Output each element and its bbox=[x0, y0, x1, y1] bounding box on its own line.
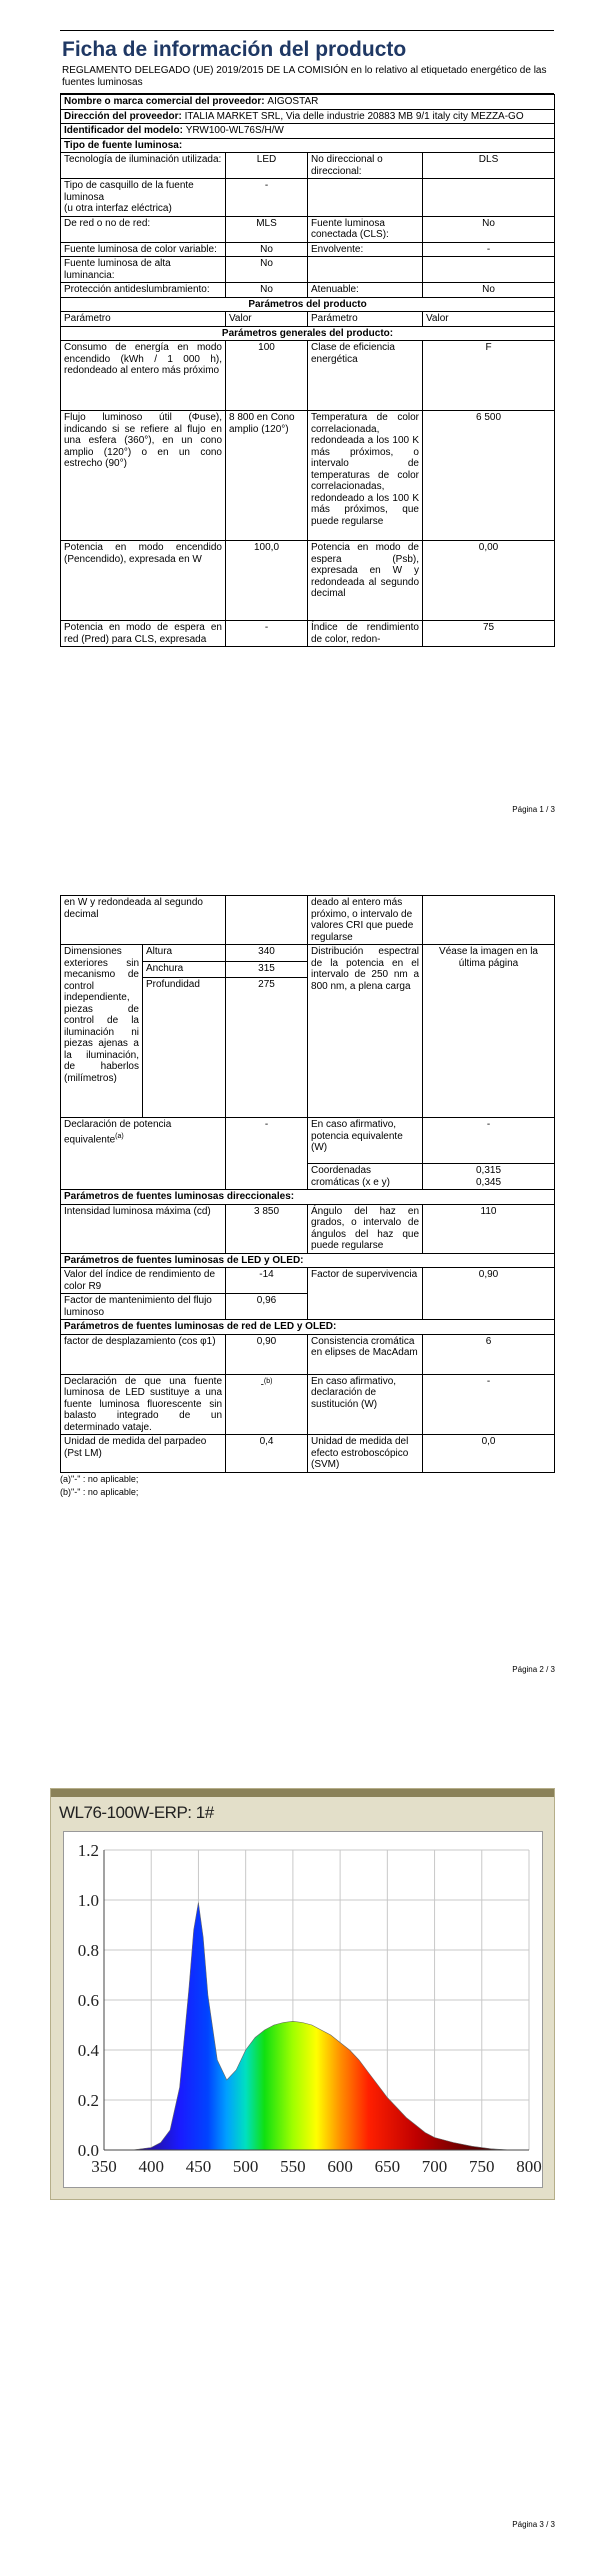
cell-label: Fuente luminosa de color variable: bbox=[61, 242, 226, 257]
cell-label: Envolvente: bbox=[308, 242, 423, 257]
cell-value bbox=[423, 179, 555, 217]
model-row bbox=[61, 124, 555, 139]
strobo-label: Unidad de medida del efecto estroboscópico (SVM) bbox=[308, 1435, 423, 1473]
y-tick-label: 1.2 bbox=[77, 1841, 99, 1860]
table-row bbox=[61, 179, 555, 217]
x-tick-label: 650 bbox=[374, 2157, 401, 2176]
table-row bbox=[61, 1334, 555, 1374]
spectral-label: Distribución espectral de la potencia en el intervalo de 250 nm a 800 nm, a plena carga bbox=[308, 945, 423, 1118]
supplier-name-row bbox=[61, 95, 555, 110]
cell-label: De red o no de red: bbox=[61, 216, 226, 242]
x-tick-label: 750 bbox=[469, 2157, 495, 2176]
equiv-power-value: - bbox=[226, 1118, 308, 1190]
table-row bbox=[61, 283, 555, 298]
footnote-b: (b)"-" : no aplicable; bbox=[60, 1486, 139, 1497]
cell-label: Clase de eficiencia energética bbox=[308, 341, 423, 411]
cell-value: No bbox=[423, 283, 555, 298]
supplier-address-label: Dirección del proveedor: bbox=[64, 110, 182, 122]
replace-yes-value: - bbox=[423, 1374, 555, 1435]
cell-label: Índice de rendimiento de color, redon- bbox=[308, 621, 423, 647]
cell-value: No bbox=[226, 283, 308, 298]
table-row bbox=[61, 1374, 555, 1435]
x-tick-label: 600 bbox=[327, 2157, 353, 2176]
cell-value: DLS bbox=[423, 153, 555, 179]
chroma-y: 0,345 bbox=[476, 1176, 502, 1188]
displacement-value: 0,90 bbox=[226, 1334, 308, 1374]
cell-label: Protección antideslumbramiento: bbox=[61, 283, 226, 298]
equiv-power-label bbox=[61, 1118, 226, 1190]
cell-label bbox=[308, 179, 423, 217]
displacement-label: factor de desplazamiento (cos φ1) bbox=[61, 1334, 226, 1374]
cap-label: Tipo de casquillo de la fuente luminosa bbox=[64, 180, 194, 203]
supplier-address-value: ITALIA MARKET SRL, Via delle industrie 20883 MB 9/1 italy city MEZZA-GO bbox=[184, 110, 524, 122]
table-row bbox=[61, 1268, 555, 1294]
replace-value bbox=[226, 1374, 308, 1435]
col-header-param: Parámetro bbox=[308, 312, 423, 327]
page-2 bbox=[0, 840, 603, 1700]
flicker-label: Unidad de medida del parpadeo (Pst LM) bbox=[61, 1435, 226, 1473]
y-tick-label: 1.0 bbox=[77, 1891, 99, 1910]
column-header-row bbox=[61, 312, 555, 327]
page-number: Página 1 / 3 bbox=[512, 805, 555, 814]
chroma-x: 0,315 bbox=[476, 1165, 502, 1176]
max-intensity-label: Intensidad luminosa máxima (cd) bbox=[61, 1204, 226, 1253]
x-tick-labels bbox=[91, 2157, 542, 2176]
lumen-maint-value: 0,96 bbox=[226, 1294, 308, 1320]
series-area bbox=[132, 1903, 510, 2151]
cell-value: F bbox=[423, 341, 555, 411]
col-header-value: Valor bbox=[423, 312, 555, 327]
source-type-header: Tipo de fuente luminosa: bbox=[61, 138, 555, 153]
col-header-value: Valor bbox=[226, 312, 308, 327]
replace-value-text: - bbox=[260, 1378, 264, 1390]
spectrum-chart bbox=[64, 1832, 542, 2187]
product-params-header: Parámetros del producto bbox=[61, 297, 555, 312]
max-intensity-value: 3 850 bbox=[226, 1204, 308, 1253]
panel-top-strip bbox=[51, 1789, 554, 1797]
r9-value: -14 bbox=[226, 1268, 308, 1294]
x-tick-label: 800 bbox=[516, 2157, 542, 2176]
chroma-value bbox=[423, 1164, 555, 1190]
footnote-marker: (b) bbox=[263, 1377, 273, 1385]
table-row bbox=[61, 1204, 555, 1253]
table-row bbox=[61, 1118, 555, 1164]
table-row bbox=[61, 621, 555, 647]
cell-label: Potencia en modo encendido (Pencendido), expresada en W bbox=[61, 541, 226, 621]
cell-value: LED bbox=[226, 153, 308, 179]
equiv-power-text: Declaración de potencia equivalente bbox=[64, 1119, 172, 1145]
cell-value: No bbox=[423, 216, 555, 242]
strobo-value: 0,0 bbox=[423, 1435, 555, 1473]
general-params-header: Parámetros generales del producto: bbox=[61, 326, 555, 341]
page-3 bbox=[0, 1700, 603, 2560]
directional-header: Parámetros de fuentes luminosas direccionales: bbox=[61, 1190, 555, 1205]
r9-label: Valor del índice de rendimiento de color R9 bbox=[61, 1268, 226, 1294]
cell-value bbox=[226, 896, 308, 945]
cell-label: No direccional o direccional: bbox=[308, 153, 423, 179]
flicker-value: 0,4 bbox=[226, 1435, 308, 1473]
equiv-yes-value: - bbox=[423, 1118, 555, 1164]
chart-plot-frame bbox=[63, 1831, 543, 2188]
y-tick-label: 0.2 bbox=[77, 2091, 99, 2110]
cell-value bbox=[423, 896, 555, 945]
model-label: Identificador del modelo: bbox=[64, 125, 183, 136]
page-1 bbox=[0, 0, 603, 840]
dim-value: 315 bbox=[226, 961, 308, 978]
supplier-name-value: AIGOSTAR bbox=[267, 96, 319, 107]
cell-label: Flujo luminoso útil (Φuse), indicando si se refiere al flujo en una esfera (360°), en un cono amplio (120°) o en un cono estrecho (90°) bbox=[61, 411, 226, 541]
lumen-maint-label: Factor de mantenimiento del flujo luminoso bbox=[61, 1294, 226, 1320]
table-row bbox=[61, 341, 555, 411]
page-number: Página 2 / 3 bbox=[512, 1665, 555, 1674]
dimensions-label: Dimensiones exteriores sin mecanismo de control independiente, piezas de control de la iluminación ni piezas ajenas a la iluminación, de haberlos (milímetros) bbox=[61, 945, 143, 1118]
supplier-address-row bbox=[61, 109, 555, 124]
survival-value: 0,90 bbox=[423, 1268, 555, 1320]
parameters-table-continued bbox=[60, 895, 555, 1473]
x-tick-label: 550 bbox=[280, 2157, 306, 2176]
cell-value: - bbox=[226, 179, 308, 217]
table-row bbox=[61, 242, 555, 257]
cell-label: deado al entero más próximo, o intervalo de valores CRI que puede regularse bbox=[308, 896, 423, 945]
footnote-a: (a)"-" : no aplicable; bbox=[60, 1473, 139, 1484]
cell-value: 0,00 bbox=[423, 541, 555, 621]
cell-value: MLS bbox=[226, 216, 308, 242]
y-tick-label: 0.4 bbox=[77, 2041, 99, 2060]
cell-label: Tecnología de iluminación utilizada: bbox=[61, 153, 226, 179]
x-tick-label: 500 bbox=[232, 2157, 259, 2176]
cap-label-note: (u otra interfaz eléctrica) bbox=[64, 203, 172, 214]
macadam-label: Consistencia cromática en elipses de MacAdam bbox=[308, 1334, 423, 1374]
spectrum-chart-panel bbox=[50, 1788, 555, 2200]
footnote-marker: (a) bbox=[115, 1132, 124, 1140]
supplier-name-label: Nombre o marca comercial del proveedor: bbox=[64, 96, 265, 107]
page-number: Página 3 / 3 bbox=[512, 2520, 555, 2529]
col-header-param: Parámetro bbox=[61, 312, 226, 327]
cell-value: - bbox=[423, 242, 555, 257]
survival-label: Factor de supervivencia bbox=[308, 1268, 423, 1320]
table-row bbox=[61, 541, 555, 621]
macadam-value: 6 bbox=[423, 1334, 555, 1374]
table-row bbox=[61, 257, 555, 283]
cell-value: No bbox=[226, 257, 308, 283]
regulation-text: REGLAMENTO DELEGADO (UE) 2019/2015 DE LA COMISIÓN en lo relativo al etiquetado energético de las fuentes luminosas bbox=[60, 65, 554, 94]
beam-angle-label: Ángulo del haz en grados, o intervalo de ángulos del haz que puede regularse bbox=[308, 1204, 423, 1253]
cell-label: Consumo de energía en modo encendido (kWh / 1 000 h), redondeado al entero más próximo bbox=[61, 341, 226, 411]
table-row bbox=[61, 153, 555, 179]
dim-value: 340 bbox=[226, 945, 308, 962]
x-tick-label: 450 bbox=[185, 2157, 212, 2176]
cell-label: en W y redondeada al segundo decimal bbox=[61, 896, 226, 945]
replace-yes-label: En caso afirmativo, declaración de sustitución (W) bbox=[308, 1374, 423, 1435]
cell-label: Atenuable: bbox=[308, 283, 423, 298]
dim-name: Profundidad bbox=[143, 978, 226, 1118]
cell-label: Fuente luminosa de alta luminancia: bbox=[61, 257, 226, 283]
cell-label: Temperatura de color correlacionada, redondeada a los 100 K más próximos, o intervalo de temperaturas de color correlacionadas, redondeado a los 100 K más próximos, que puede regularse bbox=[308, 411, 423, 541]
product-info-sheet-continued bbox=[60, 895, 554, 1499]
cell-label: Fuente luminosa conectada (CLS): bbox=[308, 216, 423, 242]
mains-header: Parámetros de fuentes luminosas de red de LED y OLED: bbox=[61, 1320, 555, 1335]
product-info-sheet bbox=[60, 30, 554, 647]
cell-label bbox=[308, 257, 423, 283]
led-oled-header: Parámetros de fuentes luminosas de LED y OLED: bbox=[61, 1253, 555, 1268]
table-row bbox=[61, 216, 555, 242]
x-tick-label: 350 bbox=[91, 2157, 117, 2176]
cell-value: 100,0 bbox=[226, 541, 308, 621]
cell-value: 75 bbox=[423, 621, 555, 647]
cell-value: - bbox=[226, 621, 308, 647]
beam-angle-value: 110 bbox=[423, 1204, 555, 1253]
dim-value: 275 bbox=[226, 978, 308, 1118]
cell-value: 100 bbox=[226, 341, 308, 411]
cell-value: 8 800 en Cono amplio (120°) bbox=[226, 411, 308, 541]
table-row bbox=[61, 411, 555, 541]
y-tick-label: 0.8 bbox=[77, 1941, 99, 1960]
spectrum-series-area bbox=[132, 1903, 510, 2151]
identification-table bbox=[60, 94, 555, 647]
page-title: Ficha de información del producto bbox=[60, 30, 554, 65]
table-row bbox=[61, 1435, 555, 1473]
dim-name: Altura bbox=[143, 945, 226, 962]
cell-value bbox=[423, 257, 555, 283]
y-tick-label: 0.6 bbox=[77, 1991, 99, 2010]
table-row bbox=[61, 945, 555, 962]
model-value: YRW100-WL76S/H/W bbox=[185, 125, 284, 136]
replace-label: Declaración de que una fuente luminosa de LED sustituye a una fuente luminosa fluorescente sin balasto integrado de un determinado vataje. bbox=[61, 1374, 226, 1435]
cell-label: Potencia en modo de espera en red (Pred) para CLS, expresada bbox=[61, 621, 226, 647]
x-tick-label: 400 bbox=[138, 2157, 164, 2176]
cell-value: 6 500 bbox=[423, 411, 555, 541]
y-tick-labels bbox=[78, 1841, 100, 2160]
dim-name: Anchura bbox=[143, 961, 226, 978]
cell-value: No bbox=[226, 242, 308, 257]
equiv-yes-label: En caso afirmativo, potencia equivalente (W) bbox=[308, 1118, 423, 1164]
cell-label: Potencia en modo de espera (Psb), expresada en W y redondeada al segundo decimal bbox=[308, 541, 423, 621]
chroma-label: Coordenadas cromáticas (x e y) bbox=[308, 1164, 423, 1190]
x-tick-label: 700 bbox=[421, 2157, 448, 2176]
cell-label bbox=[61, 179, 226, 217]
chart-title: WL76-100W-ERP: 1# bbox=[59, 1803, 214, 1822]
table-row bbox=[61, 896, 555, 945]
y-tick-label: 0.0 bbox=[77, 2141, 99, 2160]
spectral-value: Véase la imagen en la última página bbox=[423, 945, 555, 1118]
